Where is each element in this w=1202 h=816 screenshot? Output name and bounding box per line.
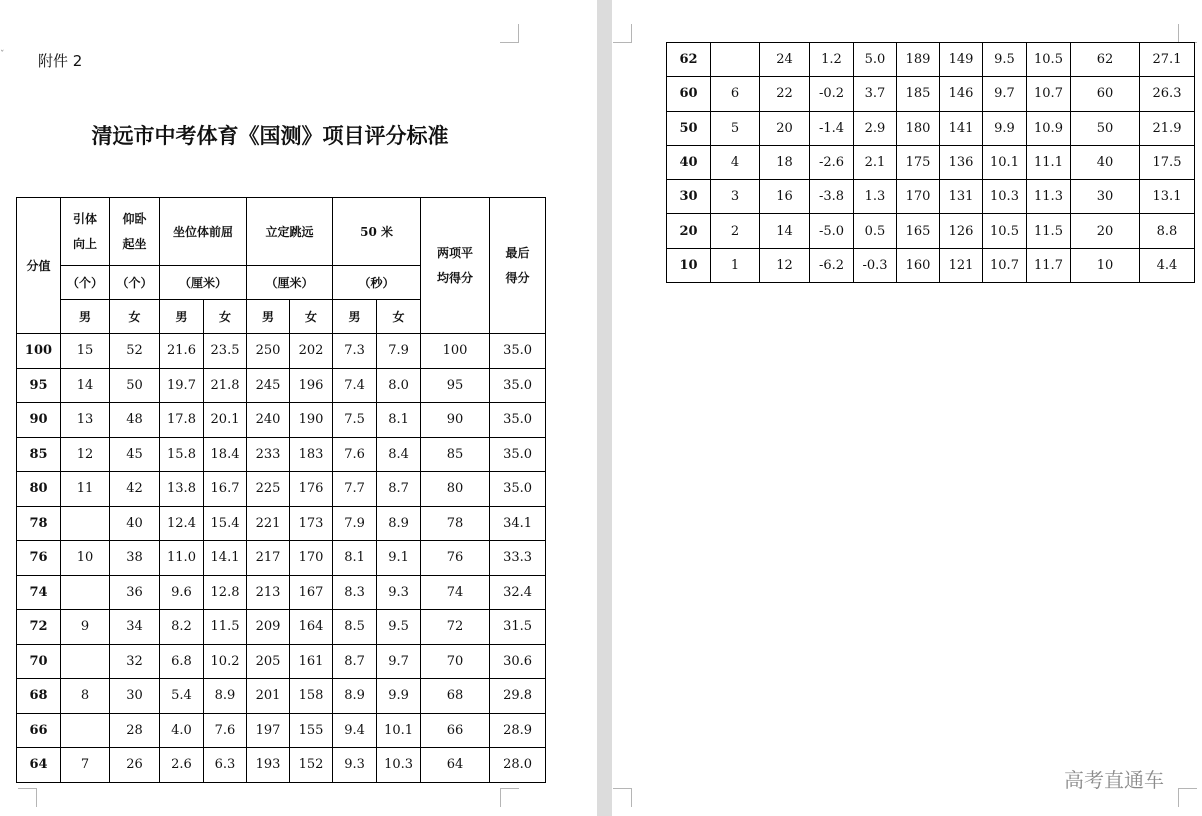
table-cell: -1.4 [810,111,854,145]
table-cell: 50 [1071,111,1140,145]
table-row [17,472,546,507]
score-cell: 72 [17,610,61,645]
table-cell: 64 [421,748,490,783]
table-cell: 16.7 [204,472,247,507]
header-gender-male: 男 [160,300,204,334]
score-cell: 100 [17,334,61,369]
table-cell: 30 [1071,180,1140,214]
table-cell: 14 [61,368,110,403]
table-cell: 5 [711,111,760,145]
table-cell: 35.0 [490,472,546,507]
table-row [667,43,1195,77]
table-row [17,748,546,783]
page-left [0,0,597,816]
table-cell: 12 [61,437,110,472]
table-cell: 7.5 [333,403,377,438]
table-cell: 10.1 [377,713,421,748]
table-cell: 141 [940,111,983,145]
header-pullup-line2: 向上 [72,236,97,251]
table-cell: 9.6 [160,575,204,610]
table-cell: 29.8 [490,679,546,714]
header-50m-unit: （秒） [333,266,421,300]
table-cell: 27.1 [1140,43,1195,77]
table-row [17,403,546,438]
crop-mark [500,24,519,43]
table-cell: 213 [247,575,290,610]
score-cell: 68 [17,679,61,714]
table-cell: 80 [421,472,490,507]
table-cell: 11.5 [204,610,247,645]
table-cell: 60 [1071,77,1140,111]
table-cell: -3.8 [810,180,854,214]
table-cell: 10.1 [983,145,1027,179]
table-cell: 7.6 [204,713,247,748]
table-cell: 11 [61,472,110,507]
table-cell: 136 [940,145,983,179]
scoring-table-body [17,334,546,783]
table-cell: 185 [897,77,940,111]
table-cell: 85 [421,437,490,472]
table-cell: 209 [247,610,290,645]
table-cell: 15.8 [160,437,204,472]
table-cell: 2.9 [854,111,897,145]
table-cell: 2 [711,214,760,248]
table-cell: 34.1 [490,506,546,541]
score-cell: 50 [667,111,711,145]
table-cell: 121 [940,248,983,282]
table-cell: 48 [110,403,160,438]
table-cell: 8.3 [333,575,377,610]
table-cell: 3 [711,180,760,214]
table-cell: 52 [110,334,160,369]
table-cell: 170 [897,180,940,214]
table-cell: 74 [421,575,490,610]
table-cell: 66 [421,713,490,748]
table-cell: 18 [760,145,810,179]
table-row [17,541,546,576]
table-cell: 35.0 [490,368,546,403]
table-cell: 21.6 [160,334,204,369]
table-cell: 155 [290,713,333,748]
table-cell: 50 [110,368,160,403]
table-cell: 21.8 [204,368,247,403]
header-average-line2: 均得分 [437,270,474,285]
table-cell: 2.6 [160,748,204,783]
table-cell: 20 [760,111,810,145]
table-cell: 12.4 [160,506,204,541]
table-cell: 10 [1071,248,1140,282]
crop-mark [613,788,632,807]
score-cell: 85 [17,437,61,472]
table-row [667,248,1195,282]
table-cell: 245 [247,368,290,403]
table-cell: 35.0 [490,334,546,369]
table-row [17,575,546,610]
table-cell: 1 [711,248,760,282]
header-sit-reach-unit: （厘米） [160,266,247,300]
table-cell: 19.7 [160,368,204,403]
table-cell: 7.7 [333,472,377,507]
table-cell: 28 [110,713,160,748]
table-cell: 21.9 [1140,111,1195,145]
table-cell: 8.2 [160,610,204,645]
table-cell: 0.5 [854,214,897,248]
table-cell: 72 [421,610,490,645]
score-cell: 66 [17,713,61,748]
table-cell: 6 [711,77,760,111]
table-cell: 26 [110,748,160,783]
scoring-table-continued [666,42,1195,283]
header-situp-line2: 起坐 [122,236,147,251]
table-cell: 4.0 [160,713,204,748]
crop-mark [1178,24,1197,43]
table-cell: 10.3 [983,180,1027,214]
scoring-table-continued-body [667,43,1195,283]
table-cell: 13.8 [160,472,204,507]
table-cell: 165 [897,214,940,248]
table-cell: 9.3 [377,575,421,610]
table-cell: 250 [247,334,290,369]
table-cell: 16 [760,180,810,214]
table-cell: 11.0 [160,541,204,576]
header-final-line2: 得分 [505,270,530,285]
crop-mark [18,788,37,807]
header-gender-female: 女 [377,300,421,334]
table-cell: 8.1 [333,541,377,576]
table-row [17,334,546,369]
table-cell: 33.3 [490,541,546,576]
table-cell: 35.0 [490,437,546,472]
page-gutter [597,0,612,816]
table-cell: 161 [290,644,333,679]
table-cell: 7 [61,748,110,783]
table-cell: 160 [897,248,940,282]
table-cell: 8.9 [204,679,247,714]
table-cell: 164 [290,610,333,645]
table-cell: 26.3 [1140,77,1195,111]
table-cell: 5.4 [160,679,204,714]
header-gender-male: 男 [247,300,290,334]
table-cell: 170 [290,541,333,576]
table-cell: 32.4 [490,575,546,610]
table-cell: 14 [760,214,810,248]
table-cell: 1.3 [854,180,897,214]
table-cell: 8.8 [1140,214,1195,248]
table-row [667,77,1195,111]
score-cell: 76 [17,541,61,576]
table-cell: 11.5 [1027,214,1071,248]
table-cell: 4.4 [1140,248,1195,282]
table-cell: 17.8 [160,403,204,438]
table-cell: 76 [421,541,490,576]
table-cell: 14.1 [204,541,247,576]
table-cell: 7.4 [333,368,377,403]
table-row [667,214,1195,248]
table-cell: 18.4 [204,437,247,472]
score-cell: 10 [667,248,711,282]
table-cell: 10.5 [1027,43,1071,77]
table-cell: 8.1 [377,403,421,438]
table-cell: 2.1 [854,145,897,179]
table-cell: 40 [1071,145,1140,179]
header-gender-male: 男 [333,300,377,334]
table-cell: 131 [940,180,983,214]
header-long-jump-unit: （厘米） [247,266,333,300]
table-cell: 20.1 [204,403,247,438]
table-cell: 40 [110,506,160,541]
table-cell: 22 [760,77,810,111]
table-cell: 8.5 [333,610,377,645]
table-cell: 23.5 [204,334,247,369]
table-row [17,610,546,645]
table-cell: 3.7 [854,77,897,111]
table-cell: 8.9 [333,679,377,714]
table-cell: 10.7 [983,248,1027,282]
table-row [17,713,546,748]
table-cell: 42 [110,472,160,507]
table-cell: 15.4 [204,506,247,541]
crop-mark [1178,788,1197,807]
scoring-table [16,197,546,783]
table-cell: -5.0 [810,214,854,248]
margin-mark: ˇ [0,50,5,60]
header-long-jump: 立定跳远 [247,198,333,266]
table-cell: 202 [290,334,333,369]
table-row [667,111,1195,145]
table-cell: 1.2 [810,43,854,77]
table-cell: 5.0 [854,43,897,77]
table-row [17,437,546,472]
table-cell: 158 [290,679,333,714]
table-cell: 126 [940,214,983,248]
table-cell: 10.2 [204,644,247,679]
table-cell [61,506,110,541]
table-cell: 78 [421,506,490,541]
table-cell: 95 [421,368,490,403]
table-row [17,679,546,714]
score-cell: 30 [667,180,711,214]
table-cell: 225 [247,472,290,507]
table-cell: 13 [61,403,110,438]
header-gender-female: 女 [290,300,333,334]
score-cell: 64 [17,748,61,783]
score-cell: 74 [17,575,61,610]
table-cell: 28.0 [490,748,546,783]
header-pullup-line1: 引体 [72,211,97,226]
table-cell: 24 [760,43,810,77]
table-cell: 8.0 [377,368,421,403]
table-cell: 8.4 [377,437,421,472]
table-cell: 146 [940,77,983,111]
table-cell: 240 [247,403,290,438]
table-cell: -2.6 [810,145,854,179]
table-cell: 8 [61,679,110,714]
table-cell: 189 [897,43,940,77]
table-cell: 197 [247,713,290,748]
table-cell [61,644,110,679]
header-average [421,198,490,334]
table-row [17,644,546,679]
table-cell: 10.7 [1027,77,1071,111]
table-cell: 10.3 [377,748,421,783]
table-cell: 11.1 [1027,145,1071,179]
table-cell: 10 [61,541,110,576]
table-cell: 34 [110,610,160,645]
header-gender-female: 女 [204,300,247,334]
header-gender-male: 男 [61,300,110,334]
header-final [490,198,546,334]
table-cell: 8.9 [377,506,421,541]
table-cell: 8.7 [333,644,377,679]
table-cell: 183 [290,437,333,472]
table-cell: 9.9 [983,111,1027,145]
table-cell: 196 [290,368,333,403]
table-cell: 9.9 [377,679,421,714]
table-cell: 180 [897,111,940,145]
table-cell: 13.1 [1140,180,1195,214]
header-sit-reach: 坐位体前屈 [160,198,247,266]
table-cell: 38 [110,541,160,576]
table-cell: 217 [247,541,290,576]
table-row [667,180,1195,214]
score-cell: 20 [667,214,711,248]
table-cell: 201 [247,679,290,714]
table-cell: 28.9 [490,713,546,748]
table-cell: 9.7 [983,77,1027,111]
table-cell: 30.6 [490,644,546,679]
table-row [17,368,546,403]
table-cell [61,713,110,748]
header-average-line1: 两项平 [437,245,474,260]
score-cell: 62 [667,43,711,77]
table-cell: 7.6 [333,437,377,472]
table-row [667,145,1195,179]
table-cell: 9.5 [983,43,1027,77]
watermark: 高考直通车 [1064,768,1164,792]
score-cell: 70 [17,644,61,679]
table-cell: 7.3 [333,334,377,369]
table-cell: 233 [247,437,290,472]
table-cell: 175 [897,145,940,179]
table-cell: 10.9 [1027,111,1071,145]
table-row [17,506,546,541]
table-cell: 7.9 [333,506,377,541]
header-situp-line1: 仰卧 [122,211,147,226]
header-50m-run: 50 米 [333,198,421,266]
header-score: 分值 [17,198,61,334]
header-final-line1: 最后 [505,245,530,260]
header-situp [110,198,160,266]
table-cell: 173 [290,506,333,541]
score-cell: 60 [667,77,711,111]
crop-mark [500,788,519,807]
table-cell: 9.3 [333,748,377,783]
table-cell: 45 [110,437,160,472]
table-cell: 221 [247,506,290,541]
table-cell: -6.2 [810,248,854,282]
header-pullup [61,198,110,266]
table-cell: 9.7 [377,644,421,679]
table-cell: 7.9 [377,334,421,369]
table-cell: 12 [760,248,810,282]
score-cell: 90 [17,403,61,438]
table-cell: -0.2 [810,77,854,111]
table-cell: 9.5 [377,610,421,645]
table-cell: 167 [290,575,333,610]
table-cell: 36 [110,575,160,610]
table-cell: 30 [110,679,160,714]
table-cell: 6.3 [204,748,247,783]
table-cell: 193 [247,748,290,783]
attachment-label: 附件 2 [38,52,83,70]
table-cell: 9 [61,610,110,645]
table-cell: 152 [290,748,333,783]
table-cell: 149 [940,43,983,77]
table-cell: 68 [421,679,490,714]
table-cell: 100 [421,334,490,369]
table-cell: 4 [711,145,760,179]
table-cell: -0.3 [854,248,897,282]
table-cell: 190 [290,403,333,438]
score-cell: 95 [17,368,61,403]
table-cell: 90 [421,403,490,438]
table-cell: 62 [1071,43,1140,77]
table-cell: 10.5 [983,214,1027,248]
table-cell: 35.0 [490,403,546,438]
header-pullup-unit: （个） [61,266,110,300]
table-cell: 11.3 [1027,180,1071,214]
table-cell: 17.5 [1140,145,1195,179]
header-gender-female: 女 [110,300,160,334]
score-cell: 40 [667,145,711,179]
table-cell: 12.8 [204,575,247,610]
table-cell: 9.1 [377,541,421,576]
table-cell [711,43,760,77]
table-cell: 15 [61,334,110,369]
table-cell: 8.7 [377,472,421,507]
table-cell [61,575,110,610]
score-cell: 78 [17,506,61,541]
table-cell: 11.7 [1027,248,1071,282]
table-cell: 31.5 [490,610,546,645]
score-cell: 80 [17,472,61,507]
table-cell: 32 [110,644,160,679]
table-cell: 9.4 [333,713,377,748]
crop-mark [613,24,632,43]
table-cell: 176 [290,472,333,507]
header-situp-unit: （个） [110,266,160,300]
table-cell: 205 [247,644,290,679]
table-cell: 70 [421,644,490,679]
document-title: 清远市中考体育《国测》项目评分标准 [91,124,449,148]
table-cell: 20 [1071,214,1140,248]
table-cell: 6.8 [160,644,204,679]
